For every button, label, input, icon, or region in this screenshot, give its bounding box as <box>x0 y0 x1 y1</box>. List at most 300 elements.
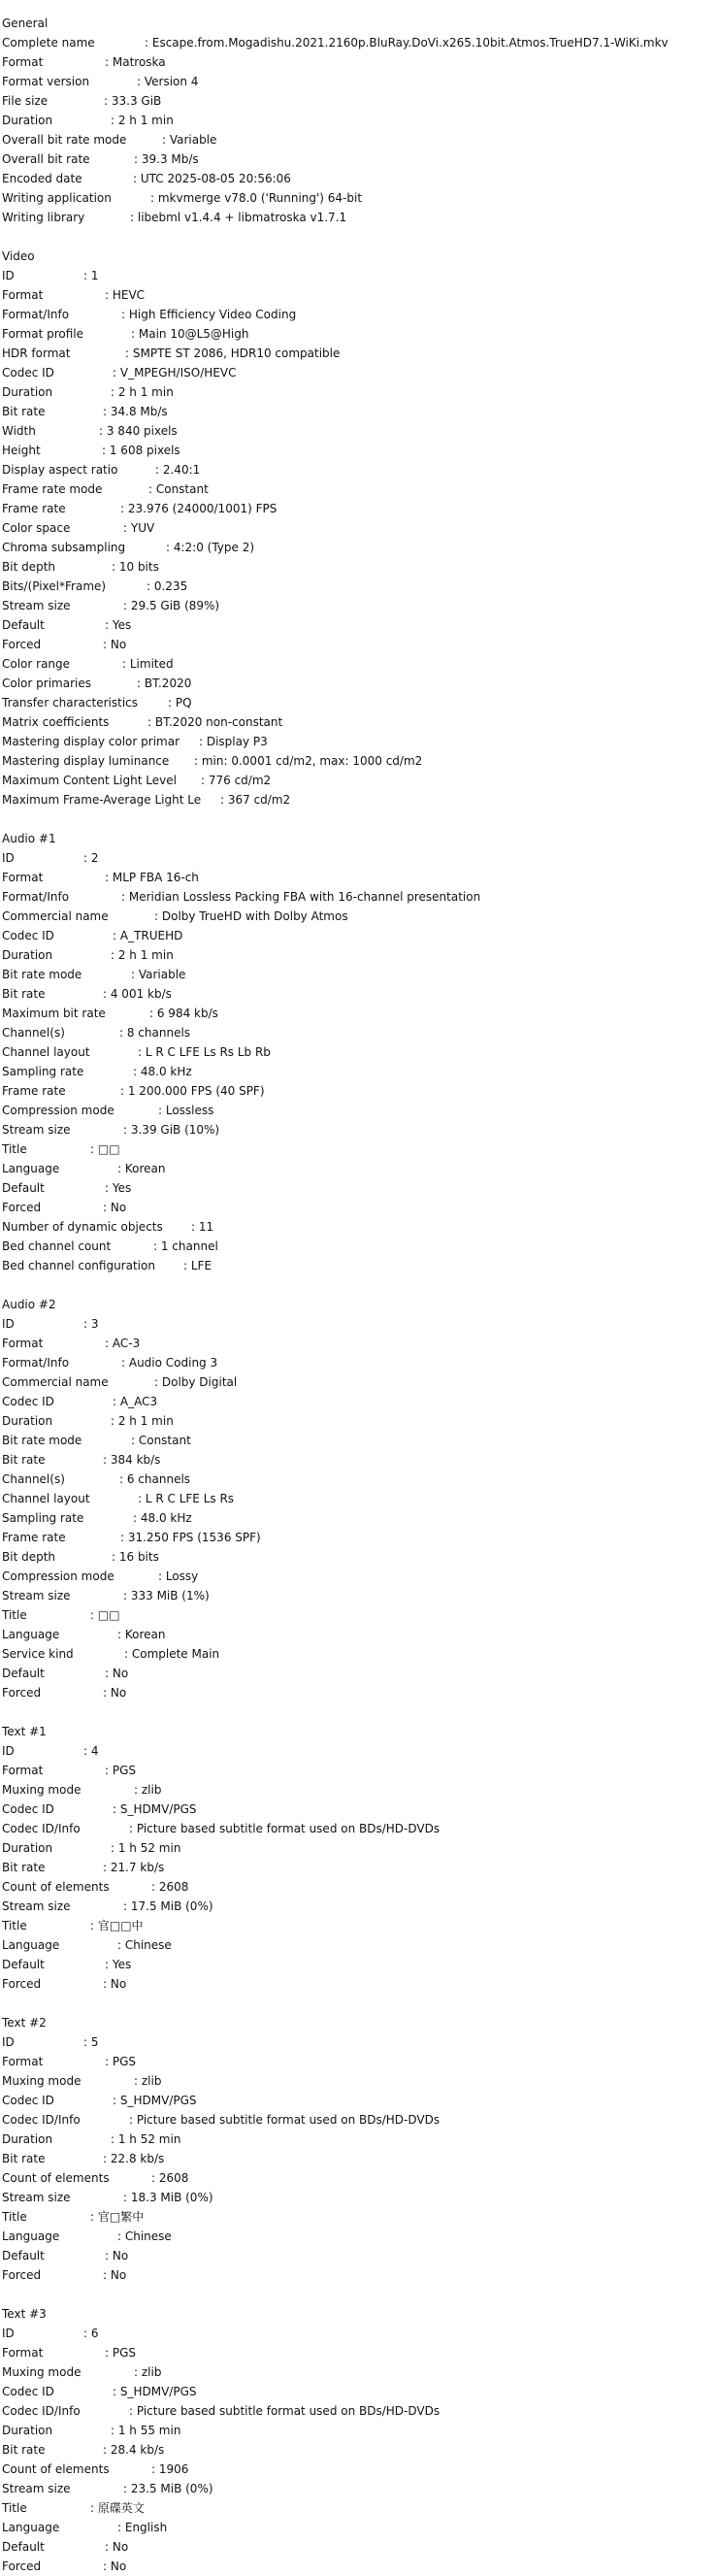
field-value: : 3.39 GiB (10%) <box>123 1123 220 1137</box>
field-row <box>2 1877 716 1897</box>
field-row <box>2 2110 716 2130</box>
field-row <box>2 907 716 926</box>
field-key: Compression mode <box>2 1104 114 1117</box>
field-value: : 17.5 MiB (0%) <box>123 1899 213 1913</box>
field-value: : L R C LFE Ls Rs <box>138 1492 235 1505</box>
blank-line <box>2 1275 716 1295</box>
field-value: : LFE <box>183 1259 212 1272</box>
field-key: Color range <box>2 657 71 671</box>
field-key: Bed channel count <box>2 1239 112 1253</box>
field-row <box>2 2324 716 2343</box>
field-key: Default <box>2 2540 45 2554</box>
field-value: : Yes <box>105 1181 132 1195</box>
field-value: : 2 h 1 min <box>111 948 174 962</box>
field-row <box>2 2537 716 2557</box>
field-value: : V_MPEGH/ISO/HEVC <box>113 366 237 380</box>
field-row <box>2 965 716 984</box>
field-value: : L R C LFE Ls Rs Lb Rb <box>138 1045 271 1059</box>
mediainfo-report <box>2 14 716 2576</box>
field-key: Count of elements <box>2 2462 110 2476</box>
field-row <box>2 1004 716 1023</box>
field-row <box>2 1819 716 1838</box>
field-value: : Chinese <box>117 2229 172 2243</box>
field-key: Default <box>2 618 45 632</box>
field-key: Bit rate mode <box>2 1434 82 1447</box>
field-row <box>2 188 716 208</box>
field-value: : 16 bits <box>112 1550 159 1564</box>
field-key: Bed channel configuration <box>2 1259 155 1272</box>
field-key: Format profile <box>2 327 84 341</box>
field-key: Title <box>2 1142 27 1156</box>
field-value: : zlib <box>134 1783 162 1797</box>
blank-line <box>2 1994 716 2013</box>
field-key: Compression mode <box>2 1569 114 1583</box>
field-key: Chroma subsampling <box>2 541 126 554</box>
field-row <box>2 751 716 771</box>
field-value: : Constant <box>148 482 209 496</box>
field-key: Width <box>2 424 36 438</box>
field-key: Count of elements <box>2 1880 110 1894</box>
field-key: ID <box>2 1317 15 1331</box>
field-value: : Picture based subtitle format used on BDs/HD-DVDs <box>129 2404 441 2418</box>
field-key: Format <box>2 2346 44 2360</box>
field-row <box>2 577 716 596</box>
field-row <box>2 130 716 149</box>
field-value: : 39.3 Mb/s <box>134 152 199 166</box>
field-key: Maximum bit rate <box>2 1007 106 1020</box>
field-value: : 11 <box>191 1220 214 1234</box>
field-value: : 10 bits <box>112 560 159 574</box>
field-row <box>2 1955 716 1974</box>
field-key: Format <box>2 1764 44 1777</box>
field-row <box>2 1372 716 1392</box>
section-heading: Video <box>2 249 35 263</box>
field-key: Mastering display luminance <box>2 754 170 768</box>
field-value: : 6 984 kb/s <box>149 1007 218 1020</box>
section-general <box>2 14 716 227</box>
field-value: : 2608 <box>151 1880 189 1894</box>
field-row <box>2 1664 716 1683</box>
field-row <box>2 1528 716 1547</box>
field-key: Height <box>2 444 41 457</box>
field-value: : Display P3 <box>199 735 268 748</box>
field-key: Default <box>2 2249 45 2262</box>
field-row <box>2 1586 716 1605</box>
field-key: Codec ID <box>2 2385 54 2398</box>
field-value: : 2 h 1 min <box>111 1414 174 1428</box>
field-key: Frame rate mode <box>2 482 103 496</box>
field-row <box>2 499 716 518</box>
field-row <box>2 1411 716 1431</box>
field-value: : 384 kb/s <box>103 1453 161 1467</box>
field-row <box>2 1741 716 1761</box>
field-key: Maximum Frame-Average Light Le <box>2 793 202 807</box>
field-row <box>2 1838 716 1858</box>
field-row <box>2 363 716 382</box>
field-value: : 原碟英文 <box>90 2501 145 2515</box>
field-row <box>2 1062 716 1081</box>
field-value: : No <box>105 2249 129 2262</box>
field-row <box>2 2246 716 2265</box>
field-value: : Matroska <box>105 55 166 69</box>
field-key: Matrix coefficients <box>2 715 110 729</box>
field-value: : Complete Main <box>124 1647 220 1661</box>
field-value: : BT.2020 non-constant <box>147 715 283 729</box>
field-key: Duration <box>2 948 53 962</box>
field-row <box>2 1101 716 1120</box>
field-key: Stream size <box>2 2191 71 2204</box>
field-key: Default <box>2 1667 45 1680</box>
field-value: : Picture based subtitle format used on BDs/HD-DVDs <box>129 2113 441 2127</box>
field-row <box>2 382 716 402</box>
field-row <box>2 2265 716 2285</box>
field-row <box>2 1334 716 1353</box>
field-row <box>2 2479 716 2498</box>
field-value: : 48.0 kHz <box>133 1065 192 1078</box>
field-value: : PGS <box>105 2346 137 2360</box>
field-value: : Korean <box>117 1162 166 1175</box>
field-value: : A_TRUEHD <box>113 929 183 942</box>
field-value: : 2 h 1 min <box>111 114 174 127</box>
field-row <box>2 2362 716 2382</box>
field-key: Format/Info <box>2 1356 70 1370</box>
field-key: Forced <box>2 1977 42 1991</box>
field-row <box>2 52 716 72</box>
field-key: Color space <box>2 521 71 535</box>
field-value: : 21.7 kb/s <box>103 1861 165 1874</box>
field-value: : Escape.from.Mogadishu.2021.2160p.BluRay.DoVi.x265.10bit.Atmos.TrueHD7.1-WiKi.mkv <box>145 36 669 50</box>
field-key: Language <box>2 2229 60 2243</box>
field-row <box>2 654 716 674</box>
field-row <box>2 693 716 712</box>
field-value: : 18.3 MiB (0%) <box>123 2191 213 2204</box>
field-row <box>2 441 716 460</box>
field-key: Format <box>2 288 44 302</box>
field-key: Language <box>2 2521 60 2534</box>
field-row <box>2 1450 716 1470</box>
field-row <box>2 2091 716 2110</box>
field-key: Commercial name <box>2 909 109 923</box>
field-value: : MLP FBA 16-ch <box>105 871 199 884</box>
field-row <box>2 2401 716 2421</box>
field-key: Display aspect ratio <box>2 463 118 477</box>
field-key: ID <box>2 269 15 282</box>
field-value: : 2 <box>83 851 99 865</box>
field-value: : □□ <box>90 1608 120 1622</box>
field-value: : mkvmerge v78.0 ('Running') 64-bit <box>150 191 363 205</box>
field-row <box>2 1897 716 1916</box>
field-value: : □□ <box>90 1142 120 1156</box>
field-row <box>2 1198 716 1217</box>
field-key: HDR format <box>2 347 71 360</box>
field-value: : 官□繁中 <box>90 2210 145 2224</box>
field-row <box>2 1916 716 1935</box>
field-row <box>2 2207 716 2227</box>
field-value: : 1 h 55 min <box>111 2424 181 2437</box>
field-value: : 6 channels <box>119 1472 191 1486</box>
field-value: : 1 h 52 min <box>111 2132 181 2146</box>
field-row <box>2 538 716 557</box>
field-row <box>2 169 716 188</box>
field-row <box>2 305 716 324</box>
field-row <box>2 324 716 344</box>
field-value: : 3 <box>83 1317 99 1331</box>
field-value: : Korean <box>117 1628 166 1641</box>
field-key: Frame rate <box>2 1531 66 1544</box>
field-row <box>2 1800 716 1819</box>
blank-line <box>2 1702 716 1722</box>
field-row <box>2 1159 716 1178</box>
field-value: : Main 10@L5@High <box>131 327 249 341</box>
field-key: Channel layout <box>2 1492 90 1505</box>
field-value: : min: 0.0001 cd/m2, max: 1000 cd/m2 <box>194 754 423 768</box>
field-value: : SMPTE ST 2086, HDR10 compatible <box>125 347 341 360</box>
field-value: : Meridian Lossless Packing FBA with 16-channel presentation <box>121 890 481 904</box>
field-row <box>2 91 716 111</box>
field-key: Codec ID <box>2 2094 54 2107</box>
section-heading: Audio #2 <box>2 1298 56 1311</box>
field-key: Bit rate <box>2 1453 46 1467</box>
field-value: : No <box>103 2559 127 2573</box>
field-key: Format/Info <box>2 890 70 904</box>
field-value: : Lossless <box>158 1104 214 1117</box>
field-row <box>2 2071 716 2091</box>
field-key: Writing application <box>2 191 112 205</box>
field-key: Title <box>2 1608 27 1622</box>
field-key: Title <box>2 2501 27 2515</box>
field-row <box>2 790 716 809</box>
section-audio-1 <box>2 829 716 1275</box>
field-key: Default <box>2 1181 45 1195</box>
field-key: Duration <box>2 1841 53 1855</box>
field-value: : 2 h 1 min <box>111 385 174 399</box>
field-key: Format version <box>2 75 90 88</box>
field-key: Duration <box>2 385 53 399</box>
field-value: : 23.5 MiB (0%) <box>123 2482 213 2495</box>
field-value: : 2608 <box>151 2171 189 2185</box>
section-text-2 <box>2 2013 716 2285</box>
field-value: : No <box>105 1667 129 1680</box>
field-value: : No <box>103 1977 127 1991</box>
field-key: Forced <box>2 1686 42 1700</box>
field-key: Format <box>2 2055 44 2068</box>
field-row <box>2 2518 716 2537</box>
field-row <box>2 771 716 790</box>
field-key: Forced <box>2 638 42 651</box>
field-value: : 0.235 <box>147 579 188 593</box>
field-value: : No <box>103 1201 127 1214</box>
field-value: : No <box>105 2540 129 2554</box>
field-row <box>2 2032 716 2052</box>
field-row <box>2 887 716 907</box>
field-value: : 22.8 kb/s <box>103 2152 165 2165</box>
field-row <box>2 1178 716 1198</box>
field-key: Duration <box>2 2424 53 2437</box>
field-value: : PGS <box>105 2055 137 2068</box>
field-value: : Yes <box>105 1958 132 1971</box>
field-value: : 1 <box>83 269 99 282</box>
field-key: Bit rate mode <box>2 968 82 981</box>
field-row <box>2 984 716 1004</box>
field-row <box>2 2052 716 2071</box>
field-key: Forced <box>2 2268 42 2282</box>
field-row <box>2 2343 716 2362</box>
field-value: : UTC 2025-08-05 20:56:06 <box>133 172 291 185</box>
field-value: : Dolby Digital <box>154 1375 238 1389</box>
field-key: Sampling rate <box>2 1065 84 1078</box>
field-key: Language <box>2 1628 60 1641</box>
field-value: : Chinese <box>117 1938 172 1952</box>
field-value: : AC-3 <box>105 1337 141 1350</box>
field-value: : 23.976 (24000/1001) FPS <box>120 502 277 515</box>
field-key: Forced <box>2 1201 42 1214</box>
field-key: Duration <box>2 2132 53 2146</box>
field-row <box>2 518 716 538</box>
field-value: : 4:2:0 (Type 2) <box>166 541 255 554</box>
section-heading: General <box>2 17 49 30</box>
field-row <box>2 868 716 887</box>
field-key: Language <box>2 1162 60 1175</box>
field-value: : Limited <box>122 657 174 671</box>
field-key: Bit depth <box>2 560 56 574</box>
field-value: : A_AC3 <box>113 1395 158 1408</box>
field-value: : 4 <box>83 1744 99 1758</box>
field-value: : English <box>117 2521 168 2534</box>
field-row <box>2 1489 716 1508</box>
section-text-3 <box>2 2304 716 2576</box>
field-value: : PQ <box>168 696 192 710</box>
section-heading: Text #3 <box>2 2307 47 2321</box>
field-key: Channel(s) <box>2 1026 65 1040</box>
field-row <box>2 460 716 479</box>
field-key: Muxing mode <box>2 1783 82 1797</box>
field-row <box>2 1780 716 1800</box>
field-key: Mastering display color primar <box>2 735 180 748</box>
field-row <box>2 1567 716 1586</box>
field-value: : Constant <box>131 1434 191 1447</box>
field-row <box>2 149 716 169</box>
field-key: Bit rate <box>2 987 46 1001</box>
field-key: Format <box>2 1337 44 1350</box>
field-row <box>2 1081 716 1101</box>
field-key: Sampling rate <box>2 1511 84 1525</box>
field-value: : BT.2020 <box>137 677 192 690</box>
field-value: : 1 200.000 FPS (40 SPF) <box>120 1084 265 1098</box>
field-key: Bit rate <box>2 2152 46 2165</box>
field-value: : 29.5 GiB (89%) <box>123 599 220 612</box>
field-row <box>2 732 716 751</box>
field-row <box>2 557 716 577</box>
field-key: Bit rate <box>2 405 46 418</box>
field-key: Format/Info <box>2 308 70 321</box>
field-value: : Audio Coding 3 <box>121 1356 218 1370</box>
field-key: Stream size <box>2 599 71 612</box>
field-key: Title <box>2 2210 27 2224</box>
field-key: ID <box>2 1744 15 1758</box>
field-row <box>2 1761 716 1780</box>
field-value: : Variable <box>162 133 217 147</box>
field-row <box>2 1042 716 1062</box>
field-row <box>2 2557 716 2576</box>
field-value: : 8 channels <box>119 1026 191 1040</box>
field-row <box>2 1314 716 1334</box>
field-key: Title <box>2 1919 27 1932</box>
field-value: : No <box>103 2268 127 2282</box>
field-value: : S_HDMV/PGS <box>113 1802 197 1816</box>
field-value: : zlib <box>134 2074 162 2088</box>
field-key: Stream size <box>2 1899 71 1913</box>
section-audio-2 <box>2 1295 716 1702</box>
field-row <box>2 1237 716 1256</box>
field-value: : 31.250 FPS (1536 SPF) <box>120 1531 261 1544</box>
field-value: : YUV <box>123 521 155 535</box>
field-row <box>2 2498 716 2518</box>
field-value: : 333 MiB (1%) <box>123 1589 210 1602</box>
field-key: ID <box>2 2035 15 2049</box>
field-key: Complete name <box>2 36 95 50</box>
field-row <box>2 1217 716 1237</box>
section-heading: Audio #1 <box>2 832 56 845</box>
field-key: Codec ID <box>2 1802 54 1816</box>
field-row <box>2 111 716 130</box>
field-key: Bit depth <box>2 1550 56 1564</box>
field-value: : 1906 <box>151 2462 189 2476</box>
field-row <box>2 674 716 693</box>
field-value: : High Efficiency Video Coding <box>121 308 297 321</box>
field-key: Service kind <box>2 1647 74 1661</box>
field-value: : 6 <box>83 2327 99 2340</box>
field-key: Language <box>2 1938 60 1952</box>
field-value: : No <box>103 638 127 651</box>
field-row <box>2 1935 716 1955</box>
field-value: : 官□□中 <box>90 1919 144 1932</box>
field-key: Codec ID <box>2 1395 54 1408</box>
field-key: Muxing mode <box>2 2365 82 2379</box>
field-value: : S_HDMV/PGS <box>113 2385 197 2398</box>
field-value: : 776 cd/m2 <box>201 774 272 787</box>
field-row <box>2 2130 716 2149</box>
field-key: ID <box>2 851 15 865</box>
field-row <box>2 1508 716 1528</box>
field-row <box>2 266 716 285</box>
field-row <box>2 2421 716 2440</box>
field-row <box>2 2460 716 2479</box>
section-heading: Text #1 <box>2 1725 47 1738</box>
field-row <box>2 2227 716 2246</box>
field-row <box>2 2168 716 2188</box>
field-value: : 28.4 kb/s <box>103 2443 165 2457</box>
field-key: Maximum Content Light Level <box>2 774 177 787</box>
field-row <box>2 2188 716 2207</box>
field-key: Codec ID/Info <box>2 2113 81 2127</box>
section-video <box>2 247 716 809</box>
field-key: Transfer characteristics <box>2 696 139 710</box>
field-row <box>2 1858 716 1877</box>
field-value: : Lossy <box>158 1569 199 1583</box>
field-value: : 367 cd/m2 <box>220 793 291 807</box>
field-value: : 2.40:1 <box>155 463 201 477</box>
field-row <box>2 421 716 441</box>
field-value: : No <box>103 1686 127 1700</box>
blank-line <box>2 227 716 247</box>
field-row <box>2 1547 716 1567</box>
field-row <box>2 2440 716 2460</box>
field-value: : 48.0 kHz <box>133 1511 192 1525</box>
field-row <box>2 1139 716 1159</box>
field-row <box>2 1120 716 1139</box>
field-row <box>2 635 716 654</box>
field-value: : 33.3 GiB <box>104 94 162 108</box>
